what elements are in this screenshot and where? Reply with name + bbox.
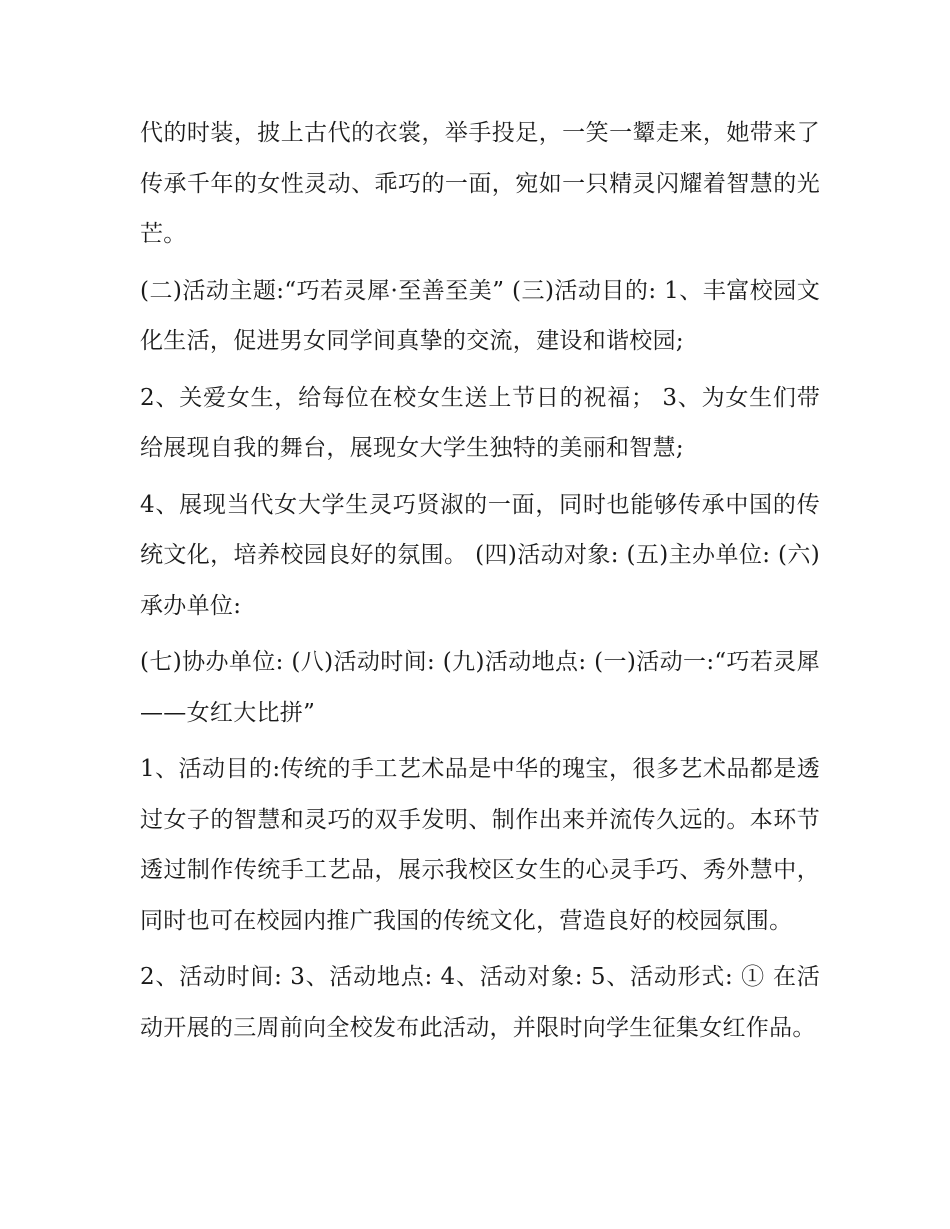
- paragraph-tradition-and-organizers: 4、展现当代女大学生灵巧贤淑的一面，同时也能够传承中国的传统文化，培养校园良好的氛围。 (四)活动对象: (五)主办单位: (六)承办单位:: [140, 491, 820, 619]
- paragraph-cohost-time-place: (七)协办单位: (八)活动时间: (九)活动地点: (一)活动一:“巧若灵犀——女红大比拼”: [140, 649, 820, 726]
- paragraph-theme-and-goals: (二)活动主题:“巧若灵犀·至善至美” (三)活动目的: 1、丰富校园文化生活，促进男女同学间真挚的交流，建设和谐校园;: [140, 277, 820, 354]
- paragraph-activity-purpose: 1、活动目的:传统的手工艺术品是中华的瑰宝，很多艺术品都是透过女子的智慧和灵巧的双手发明、制作出来并流传久远的。本环节透过制作传统手工艺品，展示我校区女生的心灵手巧、秀外慧中，同时也可在校园内推广我国的传统文化，营造良好的校园氛围。: [140, 756, 820, 934]
- paragraph-care-for-girls: 2、关爱女生，给每位在校女生送上节日的祝福； 3、为女生们带给展现自我的舞台，展现女大学生独特的美丽和智慧;: [140, 384, 820, 461]
- paragraph-activity-details: 2、活动时间: 3、活动地点: 4、活动对象: 5、活动形式: ① 在活动开展的三周前向全校发布此活动，并限时向学生征集女红作品。: [140, 964, 820, 1041]
- document-body: [140, 108, 820, 1059]
- paragraph-costume-intro: 代的时装，披上古代的衣裳，举手投足，一笑一颦走来，她带来了传承千年的女性灵动、乖巧的一面，宛如一只精灵闪耀着智慧的光芒。: [140, 120, 820, 247]
